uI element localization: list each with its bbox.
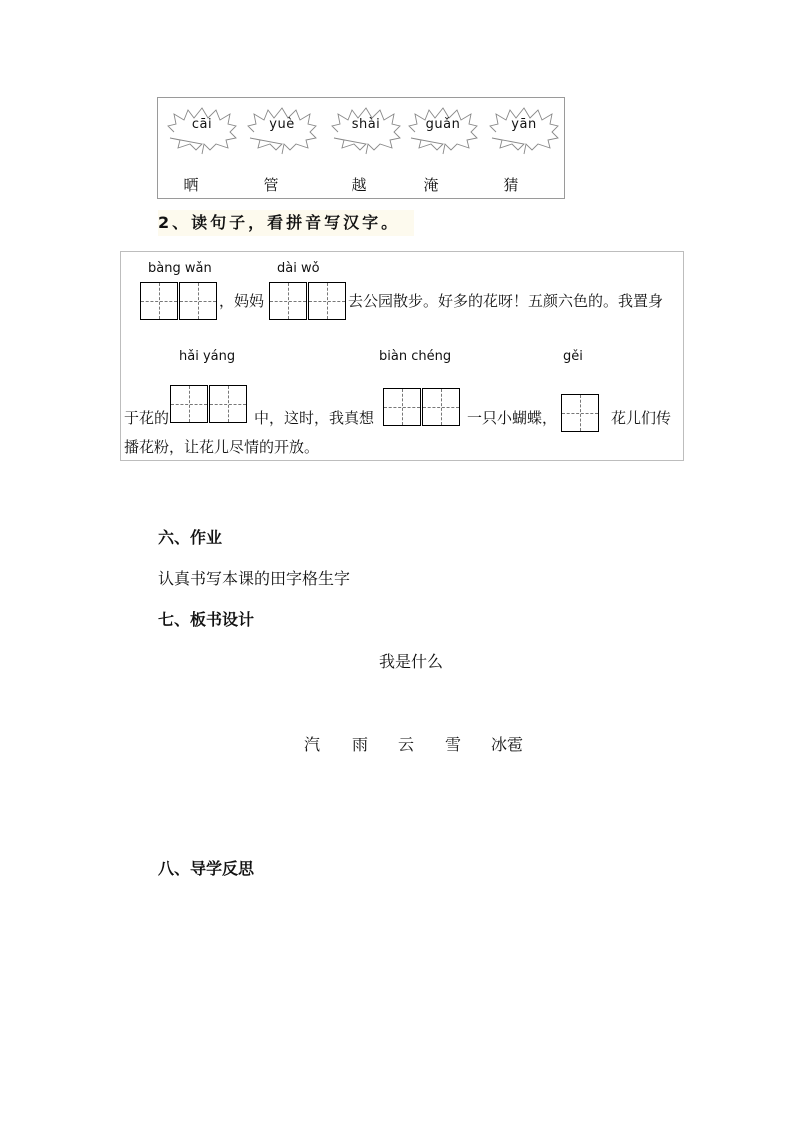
board-item: 雨 <box>352 735 369 754</box>
reflection-heading: 八、导学反思 <box>158 859 255 878</box>
leaf-word: 管 <box>263 176 279 194</box>
leaf-word: 猜 <box>503 176 519 194</box>
leaf-card <box>244 106 320 156</box>
homework-heading: 六、作业 <box>158 528 223 547</box>
homework-text: 认真书写本课的田字格生字 <box>158 569 351 588</box>
tianzige-box[interactable] <box>383 388 421 426</box>
tianzige-box[interactable] <box>561 394 599 432</box>
tianzige-box[interactable] <box>170 385 208 423</box>
leaf-pinyin: yān <box>511 117 537 132</box>
pinyin-label: biàn chéng <box>379 349 452 364</box>
leaf-pinyin: yuè <box>269 117 295 132</box>
sentence-text: 中，这时，我真想 <box>254 409 375 427</box>
reading-exercise-box <box>120 251 684 461</box>
leaf-word: 晒 <box>183 176 199 194</box>
leaf-exercise-box <box>157 97 565 199</box>
question-2-title: 2、读句子，看拼音写汉字。 <box>158 210 414 236</box>
leaf-word: 越 <box>351 176 367 194</box>
pinyin-label: gěi <box>563 349 583 364</box>
sentence-text: 播花粉，让花儿尽情的开放。 <box>124 438 320 456</box>
leaf-pinyin: guǎn <box>425 117 461 132</box>
board-item: 冰雹 <box>491 735 524 754</box>
sentence-text: ，妈妈 <box>219 292 265 310</box>
leaf-pinyin: shài <box>351 117 381 132</box>
leaf-word: 淹 <box>423 176 439 194</box>
sentence-text: 花儿们传 <box>611 409 672 427</box>
tianzige-box[interactable] <box>140 282 178 320</box>
tianzige-box[interactable] <box>269 282 307 320</box>
board-design-title: 我是什么 <box>379 652 444 671</box>
pinyin-label: hǎi yáng <box>179 349 236 364</box>
sentence-text: 去公园散步。好多的花呀！五颜六色的。我置身 <box>348 292 664 310</box>
leaf-card <box>486 106 562 156</box>
pinyin-label: bàng wǎn <box>148 261 212 276</box>
tianzige-box[interactable] <box>422 388 460 426</box>
pinyin-label: dài wǒ <box>277 261 320 276</box>
board-item: 雪 <box>445 735 462 754</box>
sentence-text: 于花的 <box>124 409 170 427</box>
leaf-card <box>164 106 240 156</box>
tianzige-box[interactable] <box>209 385 247 423</box>
tianzige-box[interactable] <box>308 282 346 320</box>
tianzige-box[interactable] <box>179 282 217 320</box>
board-item: 汽 <box>304 735 321 754</box>
leaf-card <box>405 106 481 156</box>
leaf-card <box>328 106 404 156</box>
sentence-text: 一只小蝴蝶， <box>467 409 558 427</box>
board-item: 云 <box>398 735 415 754</box>
board-design-heading: 七、板书设计 <box>158 610 255 629</box>
leaf-pinyin: cāi <box>191 117 213 132</box>
